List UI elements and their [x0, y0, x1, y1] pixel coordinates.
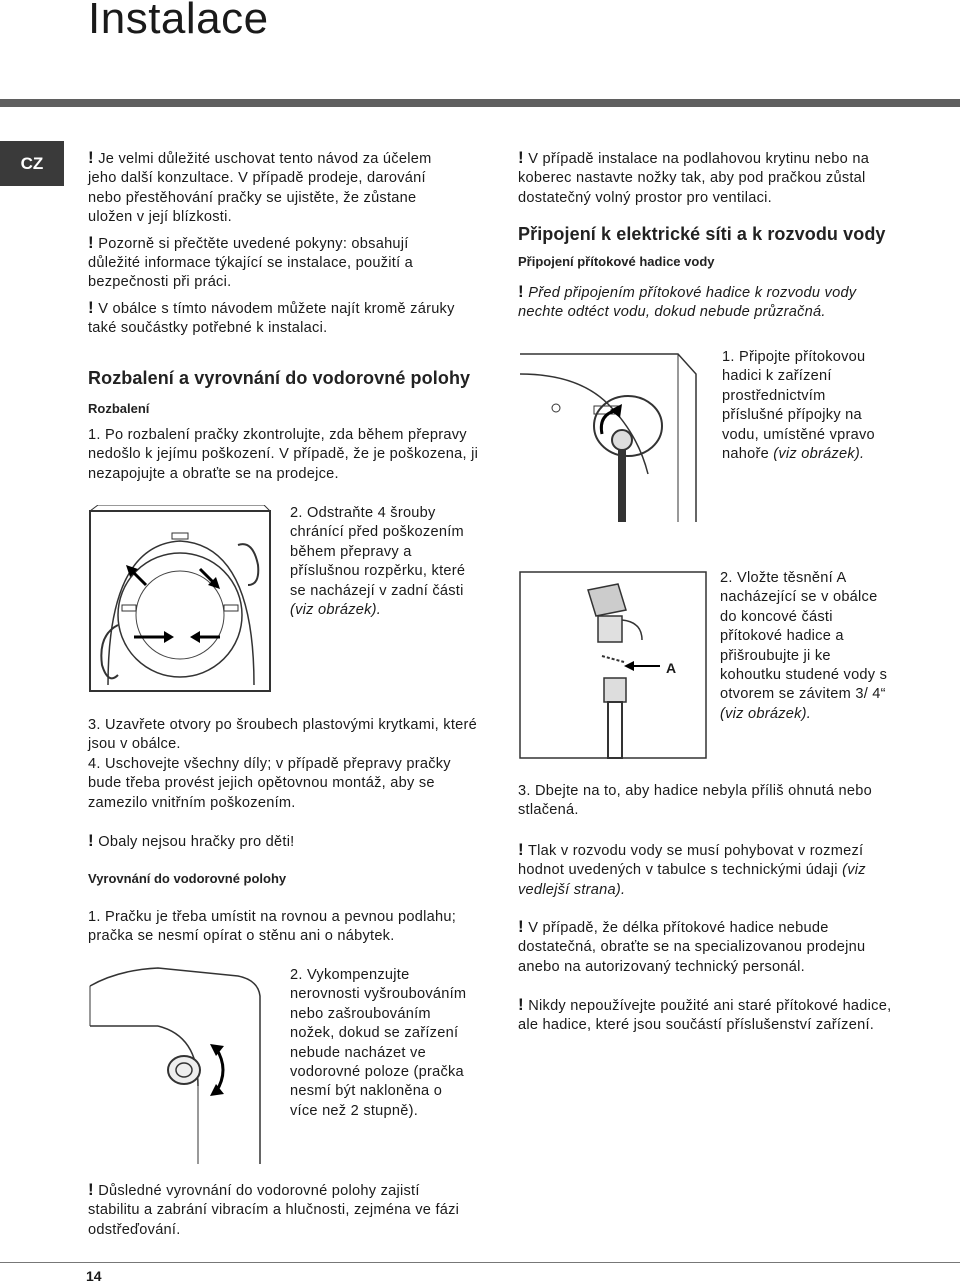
unpack-step-1: 1. Po rozbalení pračky zkontrolujte, zda během přepravy nedošlo k jejímu poškození. V případě, že je poškozena, ji nezapojujte a obraťte se na prodejce. [88, 427, 479, 482]
level-step-2: 2. Vykompenzujte nerovnosti vyšroubováním nebo zašroubováním nožek, dokud se zařízení nebude nacházet ve vodorovné poloze (pračka nesmí být nakloněna o více než 2 stupně). [290, 967, 467, 1119]
gasket-label-a: A [666, 660, 677, 676]
header-rule [0, 99, 960, 107]
leveling-foot-figure [88, 966, 273, 1166]
language-tab: CZ [0, 141, 64, 186]
intro-note-3: ! V obálce s tímto návodem můžete najít kromě záruky také součástky potřebné k instalaci. [88, 297, 455, 337]
hose-step-3: 3. Dbejte na to, aby hadice nebyla příliš ohnutá nebo stlačená. [518, 783, 873, 819]
hose-step-1: 1. Připojte přítokovou hadici k zařízení prostřednictvím příslušné přípojky na vodu, umístěné vpravo nahoře (viz obrázek). [722, 349, 875, 463]
unpack-step-2: 2. Odstraňte 4 šrouby chránící před poškozením během přepravy a příslušnou rozpěrku, které se nacházejí v zadní části (viz obrázek). [290, 505, 466, 619]
section-title-connection: Připojení k elektrické síti a k rozvodu vody [518, 224, 886, 244]
pressure-warning: ! Tlak v rozvodu vody se musí pohybovat v rozmezí hodnot uvedených v tabulce s technickými údaji (viz vedlejší strana). [518, 840, 866, 898]
hose-length-warning: ! V případě, že délka přítokové hadice nebude dostatečná, obraťte se na specializovanou prodejnu anebo na autorizovaný technický personál. [518, 917, 866, 975]
section-title-unpacking: Rozbalení a vyrovnání do vodorovné polohy [88, 368, 471, 388]
hose-connection-figure [518, 344, 708, 524]
footer-rule [0, 1262, 960, 1263]
subheading-unpacking: Rozbalení [88, 401, 150, 416]
faucet-gasket-figure [518, 570, 708, 760]
subheading-inlet-hose: Připojení přítokové hadice vody [518, 254, 715, 269]
page-number: 14 [86, 1268, 102, 1284]
unpack-step-3: 3. Uzavřete otvory po šroubech plastovými krytkami, které jsou v obálce. [88, 717, 477, 753]
unpack-step-4: 4. Uschovejte všechny díly; v případě přepravy pračky bude třeba provést jejich opětovnou montáž, aby se zamezilo vnitřním poškozením. [88, 756, 451, 811]
machine-back-figure [88, 505, 274, 695]
intro-note-2: ! Pozorně si přečtěte uvedené pokyny: obsahují důležité informace týkající se instalace, použití a bezpečnosti při práci. [88, 232, 414, 291]
floor-covering-warning: ! V případě instalace na podlahovou krytinu nebo na koberec nastavte nožky tak, aby pod pračkou zůstal dostatečný volný prostor pro ventilaci. [518, 148, 870, 206]
leveling-warning: ! Důsledné vyrovnání do vodorovné polohy zajistí stabilitu a zabrání vibracím a hlučnosti, zejména ve fázi odstřeďování. [88, 1180, 460, 1238]
warning-packaging: ! Obaly nejsou hračky pro děti! [88, 831, 295, 850]
subheading-leveling: Vyrovnání do vodorovné polohy [88, 871, 287, 886]
inlet-hose-warning: ! Před připojením přítokové hadice k rozvodu vody nechte odtéct vodu, dokud nebude průzračná. [518, 282, 857, 321]
hose-step-2: 2. Vložte těsnění A nacházející se v obálce do koncové části přítokové hadice a přišroubujte ji ke kohoutku studené vody s otvorem se závitem 3/ 4“ (viz obrázek). [720, 570, 888, 722]
level-step-1: 1. Pračku je třeba umístit na rovnou a pevnou podlahu; pračka se nesmí opírat o stěnu ani o nábytek. [88, 909, 457, 945]
intro-note-1: ! Je velmi důležité uschovat tento návod za účelem jeho další konzultace. V případě prodeje, darování nebo přestěhování pračky se ujistěte, že zůstane uložen v její blízkosti. [88, 148, 432, 226]
old-hoses-warning: ! Nikdy nepoužívejte použité ani staré přítokové hadice, ale hadice, které jsou součástí příslušenství zařízení. [518, 995, 892, 1034]
page-title: Instalace [88, 0, 269, 43]
intro-block [88, 148, 460, 339]
